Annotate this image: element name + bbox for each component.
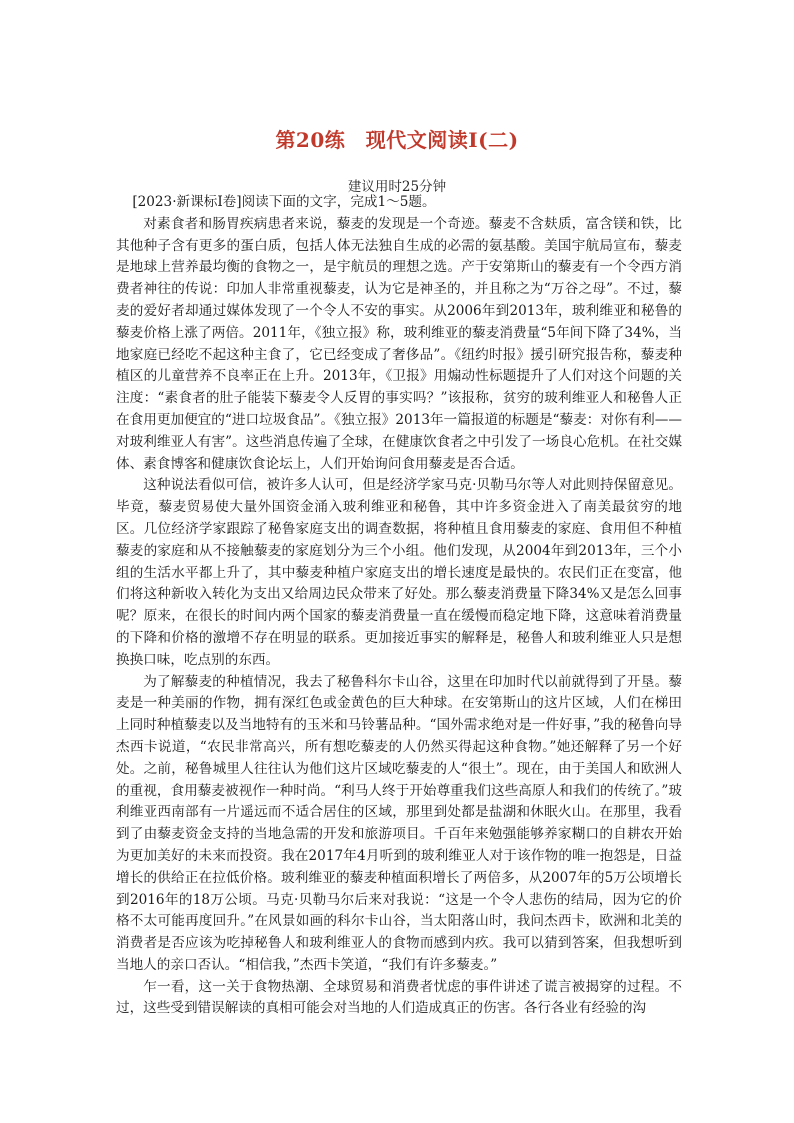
passage-paragraph: 对素食者和肠胃疾病患者来说，藜麦的发现是一个奇迹。藜麦不含麸质，富含镁和铁，比其他种子含有更多的蛋白质，包括人体无法独自生成的必需的氨基酸。美国宇航局宣布，藜麦是地球上营养最均衡的食物之一，是宇航员的理想之选。产于安第斯山的藜麦有一个令西方消费者神往的传说：印加人非常重视藜麦，认为它是神圣的，并且称之为“万谷之母”。不过，藜麦的爱好者却通过媒体发现了一个令人不安的事实。从2006年到2013年，玻利维亚和秘鲁的藜麦价格上涨了两倍。2011年，《独立报》称，玻利维亚的藜麦消费量“5年间下降了34%，当地家庭已经吃不起这种主食了，它已经变成了奢侈品”。《纽约时报》援引研究报告称，藜麦种植区的儿童营养不良率正在上升。2013年，《卫报》用煽动性标题提升了人们对这个问题的关注度：“素食者的肚子能装下藜麦令人反胃的事实吗？”该报称，贫穷的玻利维亚人和秘鲁人正在食用更加便宜的“进口垃圾食品”。《独立报》2013年一篇报道的标题是“藜麦：对你有利——对玻利维亚人有害”。这些消息传遍了全球，在健康饮食者之中引发了一场良心危机。在社交媒体、素食博客和健康饮食论坛上，人们开始询问食用藜麦是否合适。 bbox=[116, 215, 682, 472]
passage-paragraph: 为了解藜麦的种植情况，我去了秘鲁科尔卡山谷，这里在印加时代以前就得到了开垦。藜麦是一种美丽的作物，拥有深红色或金黄色的巨大种球。在安第斯山的这片区域，人们在梯田上同时种植藜麦以及当地特有的玉米和马铃薯品种。“国外需求绝对是一件好事，”我的秘鲁向导杰西卡说道，“农民非常高兴，所有想吃藜麦的人仍然买得起这种食物。”她还解释了另一个好处。之前，秘鲁城里人往往认为他们这片区域吃藜麦的人“很土”。现在，由于美国人和欧洲人的重视，食用藜麦被视作一种时尚。“利马人终于开始尊重我们这些高原人和我们的传统了。”玻利维亚西南部有一片遥远而不适合居住的区域，那里到处都是盐湖和休眠火山。在那里，我看到了由藜麦资金支持的当地急需的开发和旅游项目。千百年来勉强能够养家糊口的自耕农开始为更加美好的未来而投资。我在2017年4月听到的玻利维亚人对于该作物的唯一抱怨是，日益增长的供给正在拉低价格。玻利维亚的藜麦种植面积增长了两倍多，从2007年的5万公顷增长到2016年的18万公顷。马克·贝勒马尔后来对我说：“这是一个令人悲伤的结局，因为它的价格不太可能再度回升。”在风景如画的科尔卡山谷，当太阳落山时，我问杰西卡，欧洲和北美的消费者是否应该为吃掉秘鲁人和玻利维亚人的食物而感到内疚。我可以猜到答案，但我想听到当地人的亲口否认。“相信我，”杰西卡笑道，“我们有许多藜麦。” bbox=[116, 673, 682, 973]
passage-paragraph: 乍一看，这一关于食物热潮、全球贸易和消费者忧虑的事件讲述了谎言被揭穿的过程。不过，这些受到错误解读的真相可能会对当地的人们造成真正的伤害。各行各业有经验的沟 bbox=[116, 978, 682, 1017]
page-title: 第20练 现代文阅读Ⅰ(二) bbox=[275, 128, 519, 152]
reading-passage bbox=[116, 192, 682, 1020]
suggested-time: 建议用时25分钟 bbox=[347, 179, 447, 195]
question-instruction: [2023·新课标Ⅰ卷]阅读下面的文字，完成1～5题。 bbox=[132, 194, 436, 210]
passage-paragraph: 这种说法看似可信，被许多人认可，但是经济学家马克·贝勒马尔等人对此则持保留意见。毕竟，藜麦贸易使大量外国资金涌入玻利维亚和秘鲁，其中许多资金进入了南美最贫穷的地区。几位经济学家跟踪了秘鲁家庭支出的调查数据，将种植且食用藜麦的家庭、食用但不种植藜麦的家庭和从不接触藜麦的家庭划分为三个小组。他们发现，从2004年到2013年，三个小组的生活水平都上升了，其中藜麦种植户家庭支出的增长速度是最快的。农民们正在变富，他们将这种新收入转化为支出又给周边民众带来了好处。那么藜麦消费量下降34%又是怎么回事呢？原来，在很长的时间内两个国家的藜麦消费量一直在缓慢而稳定地下降，这意味着消费量的下降和价格的激增不存在明显的联系。更加接近事实的解释是，秘鲁人和玻利维亚人只是想换换口味，吃点别的东西。 bbox=[116, 477, 682, 668]
